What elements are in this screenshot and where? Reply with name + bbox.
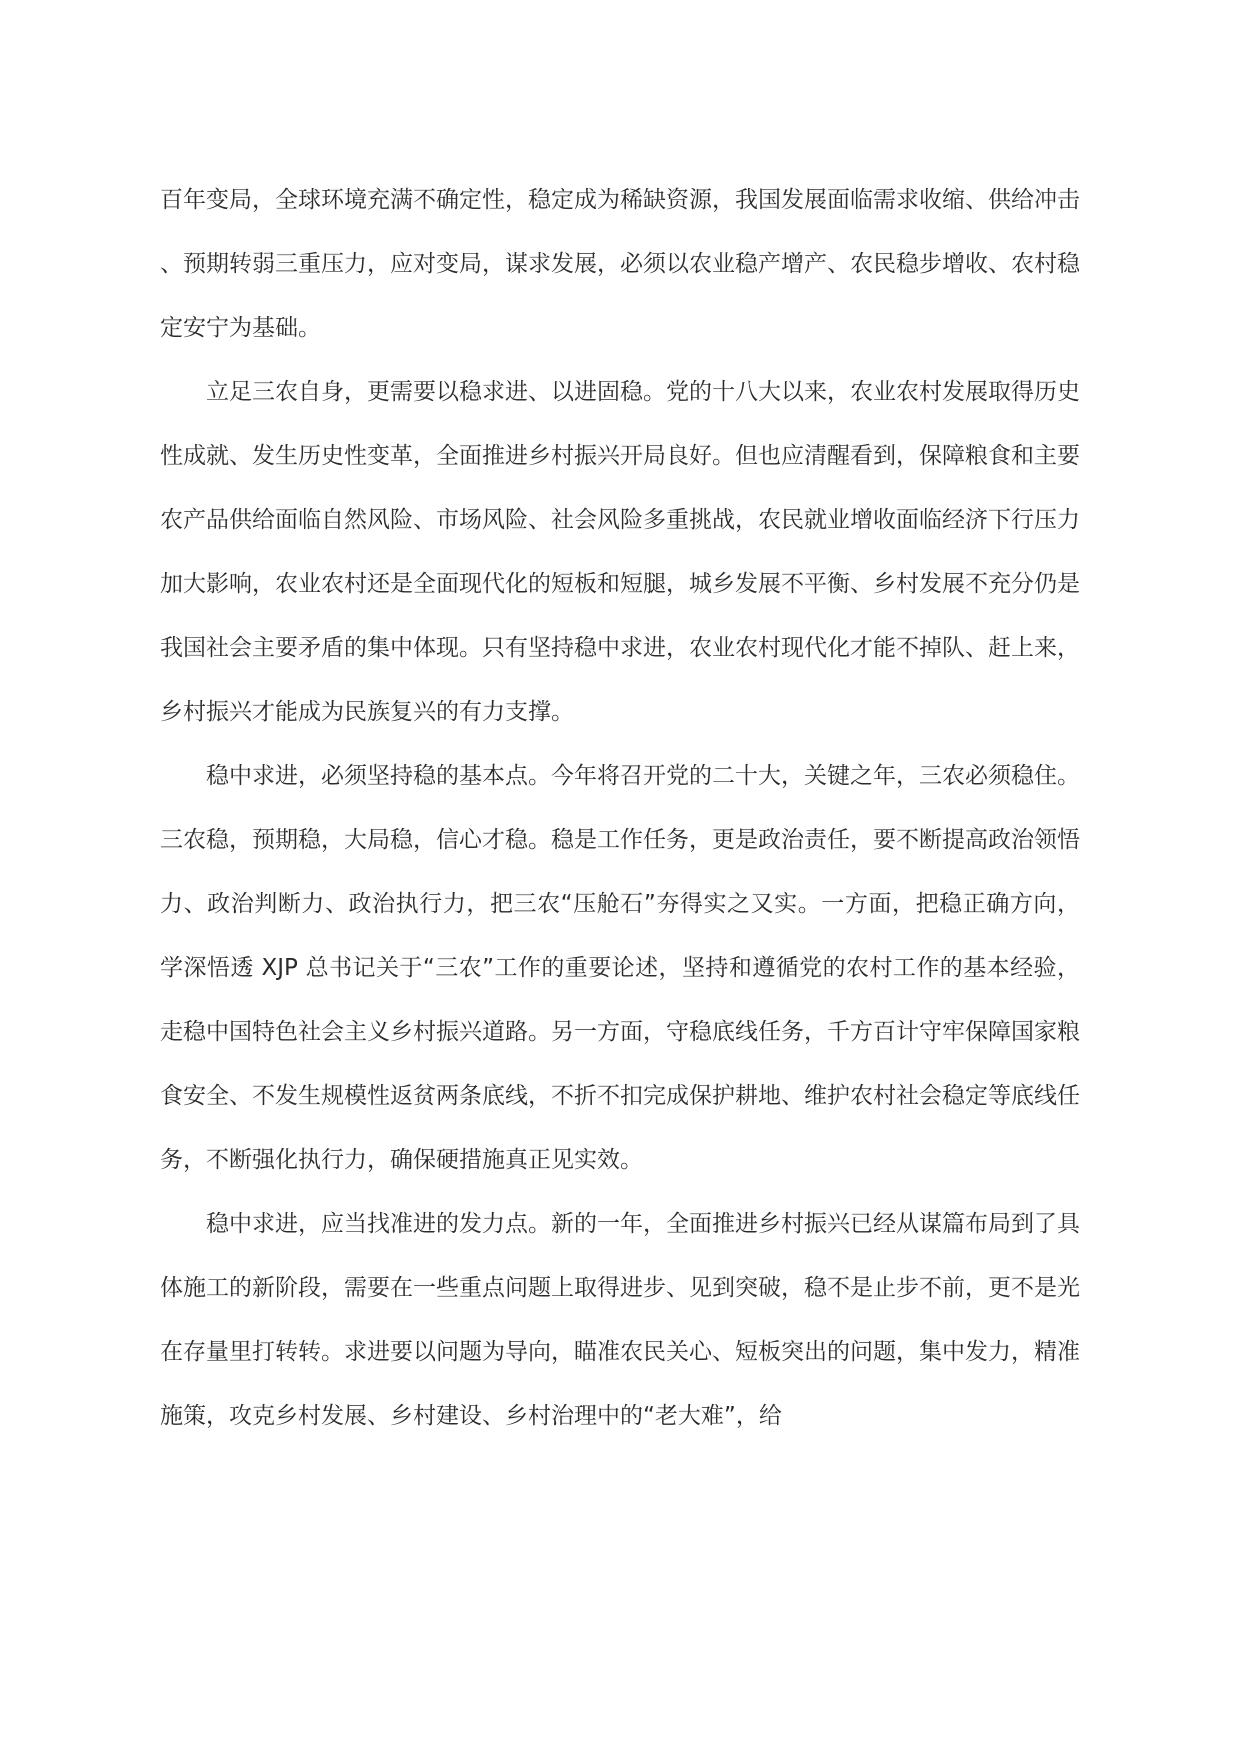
paragraph-sannong-self: 立足三农自身，更需要以稳求进、以进固稳。党的十八大以来，农业农村发展取得历史性成就、发生历史性变革，全面推进乡村振兴开局良好。但也应清醒看到，保障粮食和主要农产品供给面临自然风险、市场风险、社会风险多重挑战，农民就业增收面临经济下行压力加大影响，农业农村还是全面现代化的短板和短腿，城乡发展不平衡、乡村发展不充分仍是我国社会主要矛盾的集中体现。只有坚持稳中求进，农业农村现代化才能不掉队、赶上来，乡村振兴才能成为民族复兴的有力支撑。 (160, 379, 1080, 725)
document-body (160, 168, 1080, 1448)
paragraph-stability-basis: 稳中求进，必须坚持稳的基本点。今年将召开党的二十大，关键之年，三农必须稳住。三农稳，预期稳，大局稳，信心才稳。稳是工作任务，更是政治责任，要不断提高政治领悟力、政治判断力、政治执行力，把三农“压舱石”夯得实之又实。一方面，把稳正确方向，学深悟透 XJP 总书记关于“三农”工作的重要论述，坚持和遵循党的农村工作的基本经验，走稳中国特色社会主义乡村振兴道路。另一方面，守稳底线任务，千方百计守牢保障国家粮食安全、不发生规模性返贫两条底线，不折不扣完成保护耕地、维护农村社会稳定等底线任务，不断强化执行力，确保硬措施真正见实效。 (160, 763, 1080, 1173)
paragraph-progress-focus: 稳中求进，应当找准进的发力点。新的一年，全面推进乡村振兴已经从谋篇布局到了具体施工的新阶段，需要在一些重点问题上取得进步、见到突破，稳不是止步不前，更不是光在存量里打转转。求进要以问题为导向，瞄准农民关心、短板突出的问题，集中发力，精准施策，攻克乡村发展、乡村建设、乡村治理中的“老大难”，给 (160, 1211, 1080, 1429)
paragraph-continued: 百年变局，全球环境充满不确定性，稳定成为稀缺资源，我国发展面临需求收缩、供给冲击、预期转弱三重压力，应对变局，谋求发展，必须以农业稳产增产、农民稳步增收、农村稳定安宁为基础。 (160, 187, 1080, 341)
